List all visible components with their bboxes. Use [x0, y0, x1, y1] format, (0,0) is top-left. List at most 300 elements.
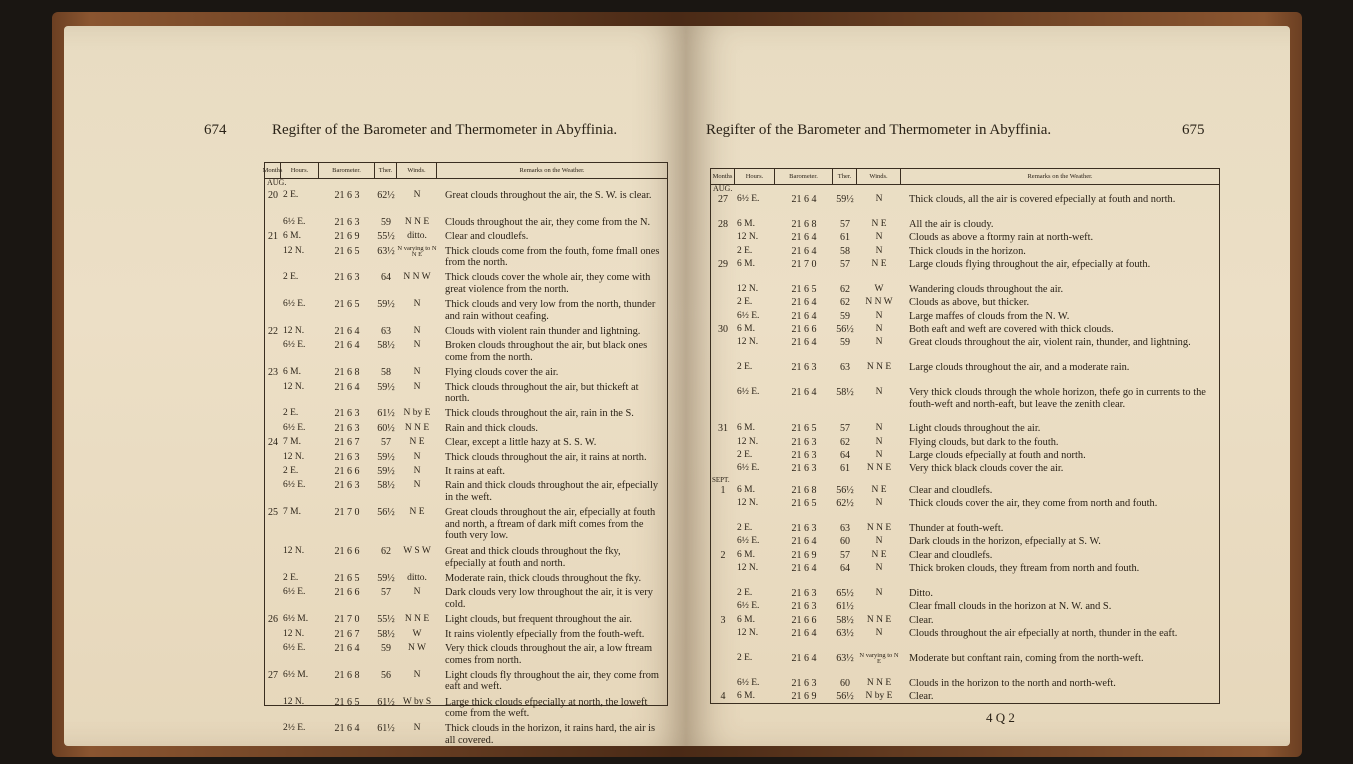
thermometer-cell: 63½ — [836, 652, 854, 664]
barometer-cell: 21 6 3 — [334, 190, 360, 201]
table-row — [711, 337, 1219, 362]
hour-cell: 12 N. — [283, 696, 305, 707]
hour-cell: 6 M. — [737, 549, 755, 560]
thermometer-cell: 57 — [840, 218, 850, 230]
hour-cell: 12 N. — [283, 381, 305, 392]
hour-cell: 2 E. — [283, 190, 299, 200]
hour-cell: 12 N. — [283, 451, 305, 462]
table-row — [265, 408, 667, 422]
wind-cell: N — [413, 340, 421, 351]
remark-cell: Moderate but conftant rain, coming from the north-weft. — [909, 652, 1144, 664]
barometer-cell: 21 6 5 — [791, 498, 817, 510]
barometer-cell: 21 6 3 — [791, 522, 817, 534]
thermometer-cell: 56½ — [377, 507, 395, 519]
page-number: 674 — [204, 122, 227, 138]
header-barometer: Barometer. — [319, 163, 375, 178]
barometer-cell: 21 6 9 — [334, 231, 360, 243]
hour-cell: 7 M. — [283, 437, 301, 448]
remark-cell: Thick clouds, all the air is covered efpecially at fouth and north. — [909, 194, 1176, 205]
hour-cell: 6 M. — [283, 231, 301, 242]
hour-cell: 2 E. — [737, 652, 753, 663]
page-title: Regifter of the Barometer and Thermometer in Abyffinia. — [706, 122, 1052, 138]
wind-cell: N — [413, 451, 421, 462]
thermometer-cell: 64 — [840, 449, 850, 461]
wind-cell: ditto. — [407, 231, 427, 242]
thermometer-cell: 56½ — [836, 690, 854, 702]
header-thermometer: Ther. — [833, 169, 857, 184]
wind-cell: W — [874, 283, 884, 294]
barometer-cell: 21 6 4 — [791, 245, 817, 257]
hour-cell: 12 N. — [283, 325, 305, 336]
wind-cell: N — [875, 536, 883, 547]
day-cell: 2 — [720, 549, 726, 561]
hour-cell: 6½ E. — [283, 643, 306, 654]
remark-cell: Ditto. — [909, 587, 933, 599]
hour-cell: 6½ E. — [283, 422, 306, 433]
hour-cell: 12 N. — [737, 563, 759, 574]
remark-cell: Large maffes of clouds from the N. W. — [909, 310, 1070, 322]
table-row — [265, 437, 667, 451]
table-row — [265, 466, 667, 480]
wind-cell: N — [875, 436, 883, 447]
table-row — [711, 324, 1219, 337]
wind-cell: W S W — [403, 546, 431, 557]
table-row — [711, 550, 1219, 563]
remark-cell: Very thick clouds through the whole horizon, thefe go in currents to the fouth-weft and north-eaft, but leave the zenith clear. — [909, 386, 1206, 410]
barometer-cell: 21 6 4 — [791, 563, 817, 575]
month-label: SEPT. — [712, 475, 730, 484]
table-row — [265, 340, 667, 367]
hour-cell: 2 E. — [737, 245, 753, 256]
day-cell: 1 — [720, 484, 726, 496]
hour-cell: 12 N. — [737, 436, 759, 447]
table-row — [265, 546, 667, 573]
wind-cell: N by E — [403, 408, 431, 419]
table-row — [711, 563, 1219, 588]
thermometer-cell: 58½ — [836, 614, 854, 626]
wind-cell: N — [875, 449, 883, 460]
day-cell: 20 — [268, 190, 278, 201]
table-row — [265, 480, 667, 507]
wind-cell: N — [875, 628, 883, 638]
header-barometer: Barometer. — [775, 169, 833, 184]
header-hours: Hours. — [735, 169, 775, 184]
day-cell: 26 — [268, 614, 278, 626]
barometer-cell: 21 6 6 — [791, 323, 817, 335]
table-body — [265, 190, 667, 750]
remark-cell: Great clouds throughout the air, efpecially at fouth and north, a ftream of dark mift comes from the fouth very low. — [445, 507, 656, 542]
barometer-cell: 21 6 3 — [334, 422, 360, 434]
remark-cell: Clouds as above, but thicker. — [909, 297, 1030, 309]
table-row — [265, 723, 667, 750]
table-row — [265, 299, 667, 326]
wind-cell: W by S — [402, 696, 432, 707]
thermometer-cell: 59½ — [377, 451, 395, 463]
table-row — [711, 246, 1219, 259]
day-cell: 21 — [268, 231, 278, 243]
hour-cell: 6½ E. — [283, 340, 306, 351]
remark-cell: Thunder at fouth-weft. — [909, 522, 1004, 534]
table-row — [265, 217, 667, 231]
wind-cell: N varying to N N E — [397, 244, 437, 259]
table-row — [711, 463, 1219, 476]
remark-cell: Thick clouds throughout the air, rain in the S. — [445, 408, 634, 420]
day-cell: 23 — [268, 367, 278, 379]
table-row — [265, 231, 667, 245]
remark-cell: Clouds throughout the air efpecially at north, thunder in the eaft. — [909, 628, 1178, 639]
day-cell: 30 — [718, 323, 728, 335]
thermometer-cell: 59 — [381, 643, 391, 655]
barometer-cell: 21 6 7 — [334, 437, 360, 449]
table-row — [711, 485, 1219, 498]
thermometer-cell: 60 — [840, 677, 850, 689]
remark-cell: Both eaft and weft are covered with thick clouds. — [909, 323, 1114, 335]
barometer-cell: 21 6 4 — [791, 628, 817, 639]
hour-cell: 6½ E. — [737, 194, 760, 204]
barometer-cell: 21 6 3 — [791, 587, 817, 599]
page-number: 675 — [1182, 122, 1205, 138]
table-row — [265, 272, 667, 299]
thermometer-cell: 63½ — [377, 245, 395, 257]
thermometer-cell: 61½ — [836, 601, 854, 613]
thermometer-cell: 60½ — [377, 422, 395, 434]
hour-cell: 6½ E. — [737, 536, 760, 547]
table-row — [711, 297, 1219, 310]
barometer-cell: 21 6 4 — [334, 643, 360, 655]
hour-cell: 12 N. — [737, 337, 759, 348]
wind-cell: N N E — [866, 362, 892, 373]
hour-cell: 6 M. — [737, 690, 755, 701]
wind-cell: N N E — [404, 422, 430, 433]
remark-cell: Thick clouds cover the air, they come from north and fouth. — [909, 498, 1158, 510]
barometer-cell: 21 6 5 — [334, 245, 360, 257]
thermometer-cell: 59½ — [377, 465, 395, 477]
hour-cell: 2 E. — [283, 465, 299, 476]
barometer-cell: 21 6 3 — [791, 601, 817, 613]
thermometer-cell: 64 — [381, 272, 391, 284]
header-remarks: Remarks on the Weather. — [1027, 172, 1093, 180]
thermometer-cell: 55½ — [377, 231, 395, 243]
open-book — [52, 12, 1302, 757]
remark-cell: Clear. — [909, 690, 934, 702]
barometer-cell: 21 6 8 — [791, 218, 817, 230]
thermometer-cell: 62 — [381, 546, 391, 558]
remark-cell: Broken clouds throughout the air, but black ones come from the north. — [445, 340, 648, 363]
barometer-cell: 21 6 8 — [791, 484, 817, 496]
remark-cell: Large clouds throughout the air, and a moderate rain. — [909, 362, 1130, 374]
remark-cell: It rains at eaft. — [445, 465, 506, 477]
barometer-cell: 21 6 4 — [334, 723, 360, 735]
wind-cell: N E — [871, 218, 887, 229]
barometer-cell: 21 6 4 — [791, 232, 817, 244]
wind-cell: N — [875, 563, 883, 574]
table-row — [711, 615, 1219, 628]
remark-cell: Thick clouds in the horizon, it rains hard, the air is all covered. — [445, 723, 656, 747]
header-hours: Hours. — [281, 163, 319, 178]
remark-cell: Great clouds throughout the air, violent rain, thunder, and lightning. — [909, 337, 1191, 349]
thermometer-cell: 58½ — [377, 340, 395, 352]
thermometer-cell: 63½ — [836, 628, 854, 639]
table-row — [711, 450, 1219, 463]
barometer-cell: 21 6 4 — [791, 310, 817, 322]
barometer-cell: 21 7 0 — [334, 614, 360, 626]
hour-cell: 2 E. — [737, 362, 753, 373]
header-thermometer: Ther. — [375, 163, 397, 178]
hour-cell: 6 M. — [737, 258, 755, 269]
barometer-cell: 21 6 3 — [791, 362, 817, 374]
remark-cell: Moderate rain, thick clouds throughout the fky. — [445, 573, 642, 585]
table-row — [265, 587, 667, 614]
table-row — [711, 653, 1219, 678]
remark-cell: Very thick black clouds cover the air. — [909, 463, 1064, 475]
remark-cell: Clouds throughout the air, they come from the N. — [445, 216, 651, 228]
thermometer-cell: 62½ — [377, 190, 395, 201]
table-row — [711, 691, 1219, 704]
barometer-cell: 21 6 3 — [791, 463, 817, 475]
table-row — [711, 259, 1219, 284]
wind-cell: N E — [409, 507, 425, 518]
thermometer-cell: 58 — [840, 245, 850, 257]
wind-cell: N E — [871, 549, 887, 560]
wind-cell: N — [875, 587, 883, 598]
barometer-cell: 21 6 3 — [334, 480, 360, 492]
table-row — [711, 219, 1219, 232]
barometer-cell: 21 6 4 — [791, 536, 817, 548]
wind-cell: N N E — [866, 522, 892, 533]
remark-cell: Thick clouds and very low from the north, thunder and rain without ceafing. — [445, 299, 656, 322]
table-row — [711, 232, 1219, 245]
hour-cell: 12 N. — [737, 498, 759, 509]
remark-cell: Thick clouds cover the whole air, they come with great violence from the north. — [445, 272, 651, 296]
header-winds: Winds. — [857, 169, 901, 184]
header-winds: Winds. — [397, 163, 437, 178]
remark-cell: Light clouds throughout the air. — [909, 423, 1041, 435]
remark-cell: Clear and cloudlefs. — [445, 231, 529, 243]
table-row — [711, 387, 1219, 423]
month-label: AUG. — [267, 178, 287, 187]
thermometer-cell: 60 — [840, 536, 850, 548]
hour-cell: 2 E. — [737, 297, 753, 308]
thermometer-cell: 59 — [840, 310, 850, 322]
wind-cell: N — [875, 423, 883, 434]
remark-cell: Wandering clouds throughout the air. — [909, 283, 1064, 295]
hour-cell: 6½ E. — [283, 587, 306, 598]
hour-cell: 6½ E. — [283, 480, 306, 491]
wind-cell: N — [413, 381, 421, 392]
wind-cell: N W — [407, 643, 427, 654]
hour-cell: 12 N. — [737, 232, 759, 243]
barometer-cell: 21 6 8 — [334, 367, 360, 379]
barometer-cell: 21 6 5 — [791, 423, 817, 435]
wind-cell: N by E — [865, 690, 893, 701]
wind-cell: N varying to N E — [859, 651, 899, 666]
hour-cell: 6 M. — [737, 423, 755, 434]
hour-cell: 6½ M. — [283, 614, 309, 625]
remark-cell: Rain and thick clouds. — [445, 422, 538, 434]
thermometer-cell: 55½ — [377, 614, 395, 626]
table-row — [265, 643, 667, 670]
wind-cell: N E — [409, 437, 425, 448]
wind-cell: N — [413, 367, 421, 378]
thermometer-cell: 61½ — [377, 696, 395, 708]
thermometer-cell: 59½ — [377, 299, 395, 311]
table-row — [711, 311, 1219, 324]
remark-cell: Dark clouds in the horizon, efpecially at S. W. — [909, 536, 1101, 548]
table-row — [711, 628, 1219, 653]
hour-cell: 2 E. — [283, 272, 299, 283]
remark-cell: Clear and cloudlefs. — [909, 484, 993, 496]
barometer-cell: 21 6 7 — [334, 628, 360, 640]
thermometer-cell: 57 — [381, 587, 391, 599]
page-title: Regifter of the Barometer and Thermometer in Abyffinia. — [272, 122, 618, 138]
thermometer-cell: 61 — [840, 232, 850, 244]
header-month: Months — [711, 169, 735, 184]
remark-cell: All the air is cloudy. — [909, 218, 994, 230]
thermometer-cell: 56½ — [836, 484, 854, 496]
barometer-cell: 21 6 4 — [334, 325, 360, 337]
thermometer-cell: 57 — [381, 437, 391, 449]
hour-cell: 6½ E. — [737, 386, 760, 397]
table-row — [265, 629, 667, 643]
barometer-cell: 21 6 3 — [791, 677, 817, 689]
table-row — [265, 382, 667, 409]
table-row — [711, 437, 1219, 450]
barometer-cell: 21 6 3 — [334, 408, 360, 420]
hour-cell: 6 M. — [737, 323, 755, 334]
day-cell: 31 — [718, 423, 728, 435]
hour-cell: 2 E. — [737, 449, 753, 460]
day-cell: 27 — [718, 194, 728, 205]
remark-cell: Clouds as above a ftormy rain at north-weft. — [909, 232, 1094, 244]
hour-cell: 2½ E. — [283, 723, 306, 734]
day-cell: 24 — [268, 437, 278, 449]
hour-cell: 6 M. — [283, 367, 301, 378]
wind-cell: N E — [871, 484, 887, 495]
barometer-cell: 21 6 5 — [791, 283, 817, 295]
remark-cell: Clear fmall clouds in the horizon at N. W. and S. — [909, 601, 1112, 613]
remark-cell: Thick clouds in the horizon. — [909, 245, 1026, 257]
wind-cell: N — [875, 245, 883, 256]
barometer-cell: 21 6 5 — [334, 696, 360, 708]
hour-cell: 12 N. — [283, 245, 305, 256]
remark-cell: Thick clouds throughout the air, it rains at north. — [445, 451, 647, 463]
table-row — [265, 507, 667, 546]
wind-cell: N — [413, 325, 421, 336]
remark-cell: Clouds in the horizon to the north and north-weft. — [909, 677, 1116, 689]
barometer-cell: 21 7 0 — [334, 507, 360, 519]
hour-cell: 6½ E. — [737, 677, 760, 688]
weather-register-table — [710, 168, 1220, 704]
thermometer-cell: 62½ — [836, 498, 854, 510]
wind-cell: N N E — [866, 677, 892, 688]
wind-cell: N N E — [866, 614, 892, 625]
barometer-cell: 21 6 8 — [334, 669, 360, 681]
hour-cell: 6 M. — [737, 218, 755, 229]
remark-cell: Dark clouds very low throughout the air, it is very cold. — [445, 587, 653, 611]
barometer-cell: 21 6 4 — [791, 652, 817, 664]
table-row — [711, 423, 1219, 436]
wind-cell: W — [412, 628, 422, 639]
table-row — [711, 284, 1219, 297]
remark-cell: Large clouds efpecially at fouth and north. — [909, 449, 1086, 461]
wind-cell: N — [413, 190, 421, 200]
thermometer-cell: 63 — [840, 362, 850, 374]
thermometer-cell: 65½ — [836, 587, 854, 599]
wind-cell: N — [875, 232, 883, 243]
thermometer-cell: 61½ — [377, 408, 395, 420]
day-cell: 22 — [268, 325, 278, 337]
day-cell: 3 — [720, 614, 726, 626]
day-cell: 4 — [720, 690, 726, 702]
remark-cell: Clear and cloudlefs. — [909, 549, 993, 561]
thermometer-cell: 56 — [381, 669, 391, 681]
table-row — [265, 670, 667, 697]
table-row — [265, 423, 667, 437]
day-cell: 27 — [268, 669, 278, 681]
wind-cell: N — [413, 299, 421, 310]
thermometer-cell: 62 — [840, 297, 850, 309]
barometer-cell: 21 6 6 — [334, 546, 360, 558]
table-row — [265, 326, 667, 340]
left-page — [64, 26, 686, 746]
thermometer-cell: 63 — [381, 325, 391, 337]
remark-cell: Thick broken clouds, they ftream from north and fouth. — [909, 563, 1140, 575]
barometer-cell: 21 6 4 — [791, 297, 817, 309]
remark-cell: Light clouds fly throughout the air, they come from eaft and weft. — [445, 669, 659, 693]
barometer-cell: 21 7 0 — [791, 258, 817, 270]
hour-cell: 2 E. — [737, 587, 753, 598]
remark-cell: Light clouds, but frequent throughout the air. — [445, 614, 632, 626]
barometer-cell: 21 6 3 — [791, 449, 817, 461]
thermometer-cell: 61½ — [377, 723, 395, 735]
barometer-cell: 21 6 4 — [791, 386, 817, 398]
hour-cell: 7 M. — [283, 507, 301, 518]
remark-cell: Thick clouds come from the fouth, fome fmall ones from the north. — [445, 245, 660, 269]
barometer-cell: 21 6 5 — [334, 573, 360, 585]
remark-cell: Large thick clouds efpecially at north, the loweft come from the weft. — [445, 696, 648, 720]
wind-cell: N — [413, 669, 421, 680]
weather-register-table — [262, 162, 668, 747]
barometer-cell: 21 6 3 — [334, 272, 360, 284]
table-row — [711, 678, 1219, 691]
signature-mark: 4 Q 2 — [986, 710, 1015, 725]
day-cell: 29 — [718, 258, 728, 270]
remark-cell: Great and thick clouds throughout the fky, efpecially at fouth and north. — [445, 546, 621, 569]
barometer-cell: 21 6 4 — [791, 337, 817, 349]
hour-cell: 12 N. — [737, 628, 759, 638]
thermometer-cell: 59½ — [377, 381, 395, 393]
remark-cell: Rain and thick clouds throughout the air, efpecially in the weft. — [445, 480, 659, 503]
barometer-cell: 21 6 5 — [334, 299, 360, 311]
hour-cell: 6 M. — [737, 614, 755, 625]
remark-cell: Large clouds flying throughout the air, efpecially at fouth. — [909, 258, 1151, 270]
remark-cell: Great clouds throughout the air, the S. W. is clear. — [445, 190, 652, 201]
thermometer-cell: 64 — [840, 563, 850, 575]
thermometer-cell: 56½ — [836, 323, 854, 335]
barometer-cell: 21 6 9 — [791, 690, 817, 702]
remark-cell: Thick clouds throughout the air, but thickeft at north. — [445, 381, 639, 405]
barometer-cell: 21 6 6 — [334, 465, 360, 477]
barometer-cell: 21 6 6 — [791, 614, 817, 626]
thermometer-cell: 62 — [840, 436, 850, 448]
day-cell: 28 — [718, 218, 728, 230]
remark-cell: Very thick clouds throughout the air, a low ftream comes from north. — [445, 643, 653, 666]
wind-cell: N — [875, 498, 883, 509]
hour-cell: 6 M. — [737, 484, 755, 495]
remark-cell: Flying clouds, but dark to the fouth. — [909, 436, 1059, 448]
table-row — [265, 246, 667, 273]
thermometer-cell: 59 — [840, 337, 850, 349]
